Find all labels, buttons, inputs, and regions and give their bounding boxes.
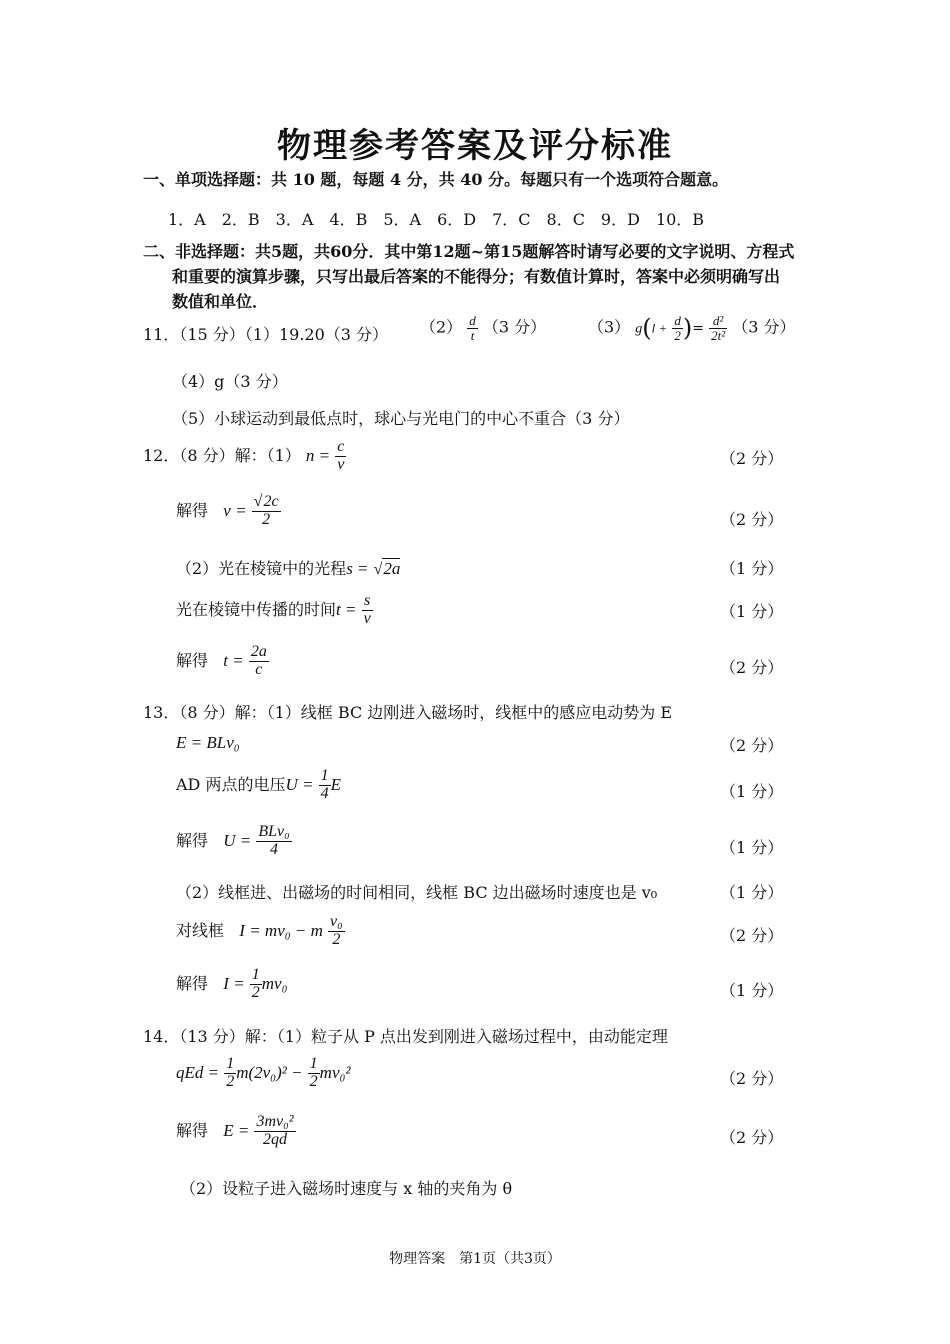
page-footer: 物理答案 第1页（共3页） [389,1251,561,1267]
q11-part5: （5）小球运动到最低点时，球心与光电门的中心不重合（3 分） [172,409,630,428]
fraction-numerator: d [469,313,476,328]
q12-line2-score: （2 分） [720,510,784,529]
sqrt-icon: √ [373,561,383,578]
q12-line3-text: （2）光在棱镜中的光程 [176,559,347,578]
q11-part3-l: l + [651,320,668,336]
q14-line2-lhs: qEd = [176,1062,220,1082]
q13-line6-score: （2 分） [720,926,784,945]
page-title: 物理参考答案及评分标准 [277,126,673,166]
fraction-denominator: 2 [674,327,681,343]
fraction-denominator: 2 [226,1072,235,1090]
q13-line5-score: （1 分） [720,883,784,902]
fraction-denominator: t [470,327,475,343]
q13-line1: 13．（8 分）解：（1）线框 BC 边刚进入磁场时，线框中的感应电动势为 E [143,703,673,722]
q12-line5-text: 解得 [176,650,209,670]
q12-line1-text: 12．（8 分）解：（1） [143,445,301,465]
fraction-denominator: 2 [332,930,341,948]
q13-line3 [176,768,341,803]
section2-line1: 二、非选择题：共5题，共60分．其中第12题~第15题解答时请写必要的文字说明、方程式 [143,242,795,261]
q13-line7-score: （1 分） [720,981,784,1000]
q11-part3-prefix: （3） [588,317,631,337]
fraction-numerator: c [337,438,345,455]
fraction-numerator: 1 [226,1055,235,1072]
q12-line2-fraction [252,494,281,529]
fraction-numerator: d² [709,314,727,329]
q13-line4-score: （1 分） [720,838,784,857]
q12-line3 [176,556,400,579]
fraction-denominator: 4 [320,784,329,802]
q13-line2-eq: E = BLv₀ [176,733,240,752]
q13-line5: （2）线框进、出磁场的时间相同，线框 BC 边出磁场时速度也是 v₀ [176,883,658,902]
fraction-denominator: 4 [270,840,279,858]
q13-line6-text: 对线框 [176,920,225,940]
q14-line2-fraction2 [308,1056,320,1091]
sqrt-radicand: 2a [383,559,401,578]
fraction-numerator: 1 [320,767,329,784]
fraction-denominator: v [363,609,371,627]
fraction-denominator: v [337,455,345,473]
q14-line2-rhs: mv₀² [319,1062,351,1082]
q14-line3 [176,1114,296,1149]
q11-part3-score: （3 分） [732,317,796,337]
q13-line7-text: 解得 [176,973,209,993]
q14-line2 [176,1056,351,1091]
q11-part2-fraction [467,314,478,342]
q14-line3-text: 解得 [176,1120,209,1140]
q11-part3-rhs [709,314,727,342]
fraction-numerator: s [362,593,373,611]
q11-part2-prefix: （2） [420,317,463,337]
q14-line2-mid: m(2v₀)² − [236,1062,303,1082]
fraction-denominator: 2t² [711,327,726,343]
q14-line4: （2）设粒子进入磁场时速度与 x 轴的夹角为 θ [180,1179,513,1198]
q12-line4-text: 光在棱镜中传播的时间 [176,599,337,619]
q13-line6 [176,914,345,949]
q11-part4: （4）g（3 分） [172,372,288,391]
q12-line1-fraction [335,439,346,474]
q12-line1-score: （2 分） [720,449,784,468]
right-paren: ) [682,314,693,343]
q13-line3-score: （1 分） [720,782,784,801]
fraction-numerator: 2a [250,643,267,660]
section2-line2: 和重要的演算步骤，只写出最后答案的不能得分；有数值计算时，答案中必须明确写出 [172,267,781,286]
q12-line4-score: （1 分） [720,602,784,621]
q13-line2-score: （2 分） [720,736,784,755]
q14-line3-lhs: E = [223,1120,250,1140]
q14-line3-score: （2 分） [720,1128,784,1147]
q14-line3-fraction [254,1114,295,1149]
q11-part1: 11．（15 分）（1）19.20（3 分） [143,325,389,344]
q13-line7-fraction [250,967,262,1002]
q12-line2-text: 解得 [176,500,209,520]
fraction-denominator: 2 [309,1072,318,1090]
q11-part2 [420,314,546,342]
q12-line5 [176,644,269,679]
q14-line1: 14．（13 分）解：（1）粒子从 P 点出发到刚进入磁场过程中，由动能定理 [143,1027,668,1046]
q13-line3-rhs: E [330,774,341,794]
q13-line4 [176,824,292,859]
fraction-numerator: 3mv₀² [256,1113,294,1130]
fraction-numerator: d [674,313,681,328]
q14-line2-score: （2 分） [720,1069,784,1088]
q13-line7 [176,967,288,1002]
q14-line2-fraction1 [224,1056,236,1091]
q13-line4-lhs: U = [223,830,252,850]
q13-line7-lhs: I = [223,973,245,993]
q12-line2 [176,494,281,529]
q13-line3-fraction [319,768,331,803]
q12-line4-lhs: t = [336,599,357,619]
q12-line5-lhs: t = [223,650,244,670]
fraction-numerator: v₀ [330,913,343,930]
q13-line3-text: AD 两点的电压 [176,774,286,794]
q12-line1-lhs: n = [305,445,331,465]
fraction-denominator: 2 [251,983,260,1001]
fraction-numerator: 1 [251,966,260,983]
fraction-numerator: 1 [309,1055,318,1072]
q13-line4-text: 解得 [176,830,209,850]
q12-line3-score: （1 分） [720,559,784,578]
fraction-numerator [252,494,281,512]
q12-line5-fraction [249,644,269,679]
q13-line6-fraction [328,914,345,949]
left-paren: ( [642,314,652,343]
q13-line3-lhs: U = [285,774,314,794]
q12-line3-lhs: s = [346,559,369,578]
q11-part3-d-over-2 [672,314,683,342]
section2-line3: 数值和单位． [172,292,269,311]
section1-heading: 一、单项选择题：共 10 题，每题 4 分，共 40 分。每题只有一个选项符合题意。 [143,170,729,189]
q13-line7-rhs: mv₀ [261,973,288,993]
q13-line4-fraction [256,824,291,859]
section1-answers: 1．A 2．B 3．A 4．B 5．A 6．D 7．C 8．C 9．D 10．B [168,210,705,229]
fraction-denominator: 2 [262,510,271,528]
q11-part3-g: g [635,321,643,337]
q12-line1 [143,439,346,474]
sqrt-icon: √ [253,493,263,510]
fraction-denominator: c [255,660,263,678]
q11-part2-score: （3 分） [482,317,547,337]
fraction-numerator: BLv₀ [258,823,290,840]
q12-line4-fraction [362,593,373,628]
q11-part3 [588,314,795,342]
q12-line2-lhs: v = [223,500,247,520]
sqrt-radicand: 2c [263,493,279,510]
fraction-denominator: 2qd [262,1130,287,1148]
q12-line5-score: （2 分） [720,658,784,677]
q12-line4 [176,593,373,628]
q13-line6-lhs: I = mv₀ − m [239,920,323,940]
equals-sign: = [692,320,704,337]
